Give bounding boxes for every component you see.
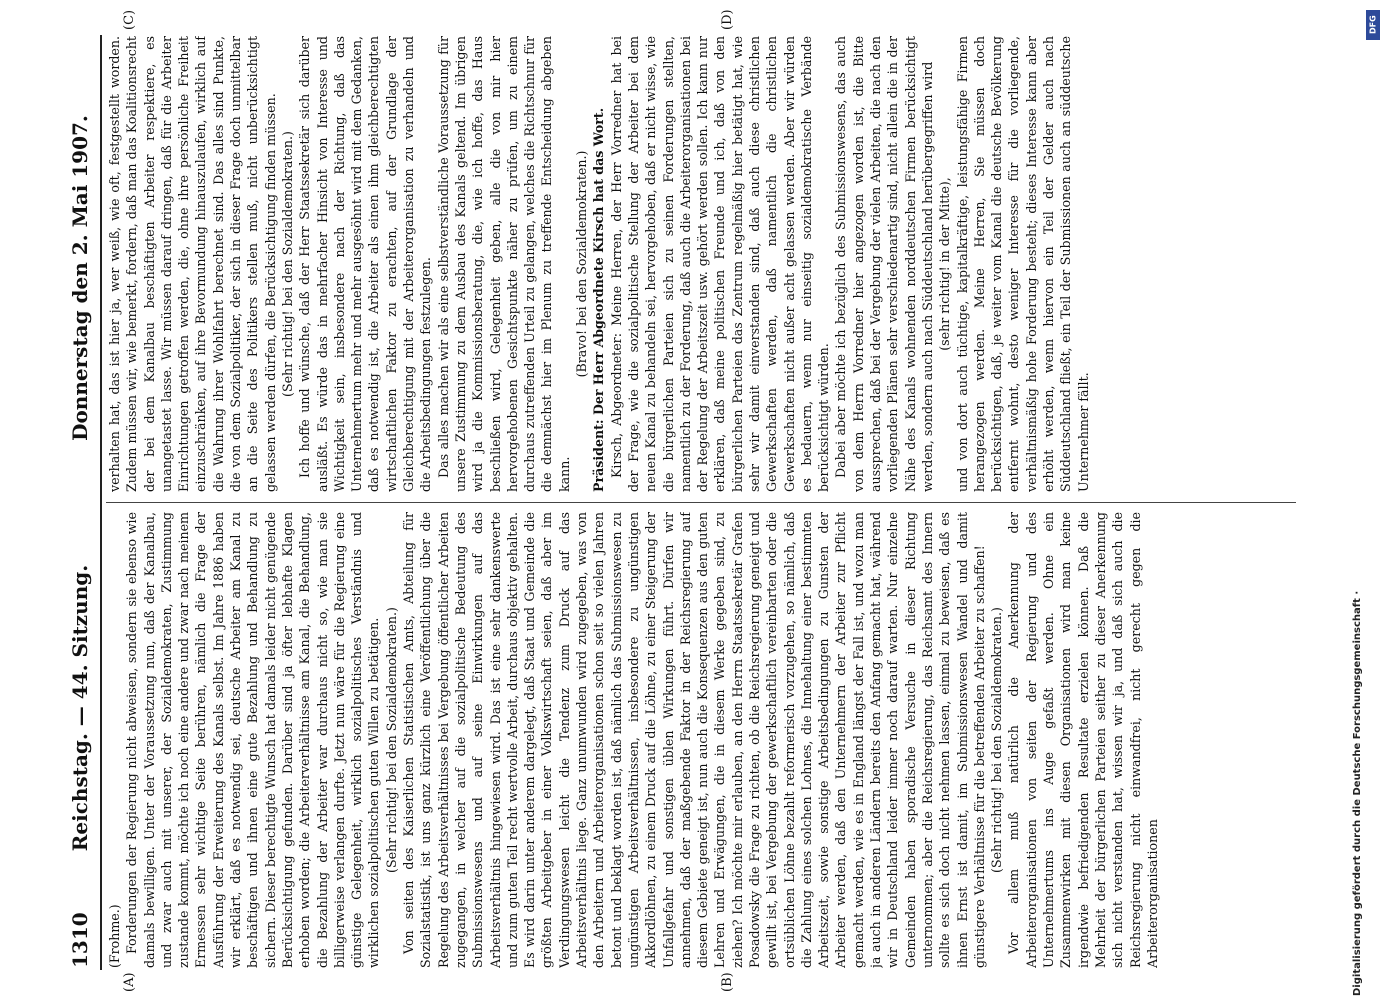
- interjection: (sehr richtig! in der Mitte),: [937, 177, 953, 351]
- paragraph: Vor allem muß natürlich die Anerkennung der Arbeiterorganisationen von seiten der Regierung und des Unternehmertums ins Auge gefaßt werden. Ohne ein Zusammenwirken mit diesen Organisationen wird man keine irgendwie befriedigenden Resultate erzielen können. Daß die Mehrheit der bürgerlichen Parteien seither zu dieser Anerkennung sich nicht verstanden hat, wissen wir ja, und daß sich auch die Reichsregierung nicht einwandfrei, nicht gerecht gegen die Arbeiterorganisationen: [1006, 512, 1160, 968]
- page-number: 1310: [68, 912, 92, 968]
- paragraph: Kirsch, Abgeordneter: Meine Herren, der Herr Vorredner hat bei der Frage, wie die sozialpolitische Stellung der Arbeiter bei dem neuen Kanal zu behandeln sei, hervorgehoben, daß er nicht wisse, wie die bürgerlichen Parteien sich zu seinen Forderungen stellten, namentlich zu der Forderung, daß auch die Arbeiterorganisationen bei der Regelung der Arbeitszeit usw. gehört werden sollen. Ich kann nur erklären, daß meine politischen Freunde und ich, daß von den bürgerlichen Parteien das Zentrum regelmäßig hier betätigt hat, wie sehr wir damit einverstanden sind, daß auch diese christlichen Gewerkschaften werden, daß namentlich die christlichen Gewerkschaften nicht außer acht gelassen werden. Aber wir würden es bedauern, wenn nur einseitig sozialdemokratische Verbände berücksichtigt würden.: [608, 36, 832, 492]
- left-column: [106, 512, 1306, 968]
- paragraph: verhalten hat, das ist hier ja, wer weiß, wie oft, festgestellt worden. Zudem müssen wir, wie bemerkt, fordern, daß man das Koalitionsrecht der bei dem Kanalbau beschäftigten Arbeiter respektiere, es unangetastet lasse. Wir müssen darauf dringen, daß für die Arbeiter Einrichtungen getroffen werden, die, ohne ihre persönliche Freiheit einzuschränken, auf ihre Bevormundung hinauszulaufen, wirklich auf die Wahrung ihrer Wohlfahrt berechnet sind. Das alles sind Punkte, die von dem Sozialpolitiker, der sich in dieser Frage doch unmittelbar an die Seite des Politikers stellen muß, nicht unberücksichtigt gelassen werden dürfen, die Berücksichtigung finden müssen.: [107, 36, 278, 492]
- margin-mark-b: (B): [720, 972, 735, 992]
- margin-mark-d: (D): [720, 9, 735, 30]
- paragraph: Von seiten des Kaiserlichen Statistischen Amts, Abteilung für Sozialstatistik, ist uns ganz kürzlich eine Veröffentlichung über die Regelung des Arbeitsverhältnisses bei Vergebung öffentlicher Arbeiten zugegangen, in welcher auf die sozialpolitische Bedeutung des Submissionswesens und auf seine Einwirkungen auf das Arbeitsverhältnis hingewiesen wird. Das ist eine sehr dankenswerte und zum guten Teil recht wertvolle Arbeit, durchaus objektiv gehalten. Es wird darin unter anderem dargelegt, daß Staat und Gemeinde die größten Arbeitgeber in einer Volkswirtschaft seien, daß aber im Verdingungswesen leicht die Tendenz zum Druck auf das Arbeitsverhältnis liege. Ganz unumwunden wird zugegeben, was von den Arbeitern und Arbeiterorganisationen schon seit so vielen Jahren betont und beklagt worden ist, daß nämlich das Submissionswesen zu ungünstigen Arbeitsverhältnissen, insbesondere zu ungünstigen Akkordlöhnen, zu einem Druck auf die Löhne, zu einer Steigerung der Unfallgefahr und sonstigen üblen Wirkungen führt. Dürfen wir annehmen, daß der maßgebende Faktor in der Reichsregierung auf diesem Gebiete geneigt ist, nun auch die Konsequenzen aus den guten Lehren und Erwägungen, die in diesem Werke gegeben sind, zu ziehen? Ich möchte mir erlauben, an den Herrn Staatssekretär Grafen Posadowsky die Frage zu richten, ob die Reichsregierung geneigt und gewillt ist, bei Vergebung der gewerkschaftlich vereinbarten oder die ortsüblichen Löhne bezahlt reformerisch vorzugehen, so nämlich, daß die Zahlung eines solchen Lohnes, die Innehaltung einer bestimmten Arbeitszeit, sowie sonstige Arbeitsbedingungen zu Gunsten der Arbeiter werden, daß den Unternehmern der Arbeiter zur Pflicht gemacht werden, wie es in England längst der Fall ist, und wozu man ja auch in anderen Ländern bereits den Anfang gemacht hat, während wir in Deutschland leider immer noch darauf warten. Nur einzelne Gemeinden haben sporadische Versuche in dieser Richtung unternommen; aber die Reichsregierung, das Reichsamt des Innern sollte es sich doch nicht nehmen lassen, einmal zu beweisen, daß es ihnen Ernst ist damit, im Submissionswesen Wandel und damit günstigere Verhältnisse für die betreffenden Arbeiter zu schaffen!: [401, 512, 987, 968]
- paragraph: Dabei aber möchte ich bezüglich des Submissionswesens, das auch von dem Herrn Vorredner hier angezogen worden ist, die Bitte aussprechen, daß bei der Vergebung der vielen Arbeiten, die nach den vorliegenden Plänen sehr verschiedenartig sind, nicht allein die in der Nähe des Kanals wohnenden norddeutschen Firmen berücksichtigt werden, sondern auch nach Süddeutschland herübergegriffen wird: [833, 36, 935, 492]
- running-head-left: Reichstag. — 44. Sitzung.: [68, 564, 92, 852]
- dfg-logo: DFG: [1366, 10, 1380, 40]
- paragraph: Forderungen der Regierung nicht abweisen, sondern sie ebenso wie damals bewilligen. Unter der Voraussetzung nun, daß der Kanalbau, und zwar auch mit unserer, der Sozialdemokraten, Zustimmung zustande kommt, möchte ich noch eine andere und zwar nach meinem Ermessen sehr wichtige Seite berühren, nämlich die Frage der Ausführung der Erweiterung des Kanals selbst. Im Jahre 1886 haben wir erklärt, daß es notwendig sei, deutsche Arbeiter am Kanal zu beschäftigen und ihnen eine gute Bezahlung und Behandlung zu sichern. Dieser berechtigte Wunsch hat damals leider nicht genügende Berücksichtigung gefunden. Darüber sind ja öfter lebhafte Klagen erhoben worden; die Arbeiterverhältnisse am Kanal, die Behandlung, die Bezahlung der Arbeiter war durchaus nicht so, wie man sie billigerweise verlangen durfte. Jetzt nun wäre für die Regierung eine günstige Gelegenheit, wirklich sozialpolitisches Verständnis und wirklichen sozialpolitischen guten Willen zu betätigen.: [124, 512, 382, 968]
- paragraph: und von dort auch tüchtige, kapitalkräftige, leistungsfähige Firmen herangezogen werden. Meine Herren, Sie müssen doch berücksichtigen, daß, je weiter vom Kanal die deutsche Bevölkerung entfernt wohnt, desto weniger Interesse für die vorliegende, verhältnismäßig hohe Forderung besteht; dieses Interesse kann aber erhöht werden, wenn hiervon ein Teil der Gelder auch nach Süddeutschland fließt, ein Teil der Submissionen auch an süddeutsche Unternehmer fällt.: [954, 36, 1091, 492]
- right-column: [106, 36, 1306, 492]
- running-head-right: Donnerstag den 2. Mai 1907.: [68, 115, 92, 441]
- paragraph: Ich hoffe und wünsche, daß der Herr Staatssekretär sich darüber ausläßt. Es würde das in mehrfacher Hinsicht von Interesse und Wichtigkeit sein, insbesondere nach der Richtung, daß das Unternehmertum mehr und mehr ausgesöhnt wird mit dem Gedanken, daß es notwendig ist, die Arbeiter als einen ihm gleichberechtigten wirtschaftlichen Faktor zu erachten, auf der Grundlage der Gleichberechtigung mit der Arbeiterorganisation zu verhandeln und die Arbeitsbedingungen festzulegen.: [297, 36, 434, 492]
- column-divider: [106, 502, 1296, 503]
- paragraph: (Frohme.): [107, 904, 122, 968]
- margin-mark-c: (C): [122, 9, 137, 30]
- interjection: (Sehr richtig! bei den Sozialdemokraten.): [383, 607, 399, 873]
- interjection: (Sehr richtig! bei den Sozialdemokraten.): [989, 607, 1005, 873]
- interjection: (Bravo! bei den Sozialdemokraten.): [574, 150, 590, 378]
- margin-mark-a: (A): [122, 972, 137, 992]
- digitization-credit: Digitalisierung gefördert durch die Deutsche Forschungsgemeinschaft ·: [1352, 590, 1363, 996]
- paragraph: Das alles machen wir als eine selbstverständliche Voraussetzung für unsere Zustimmung zu dem Ausbau des Kanals geltend. Im übrigen wird ja die Kommissionsberatung, die, wie ich hoffe, das Haus beschließen wird, Gelegenheit geben, alle die von mir hier hervorgehobenen Gesichtspunkte näher zu prüfen, um zu einem durchaus zutreffenden Urteil zu gelangen, welches die Richtschnur für die demnächst hier im Plenum zu treffende Entscheidung abgeben kann.: [435, 36, 572, 492]
- header-rule: [100, 35, 102, 970]
- running-head: [60, 38, 100, 968]
- interjection: (Sehr richtig! bei den Sozialdemokraten.): [279, 131, 295, 397]
- speaker-line: Präsident: Der Herr Abgeordnete Kirsch hat das Wort.: [591, 107, 607, 492]
